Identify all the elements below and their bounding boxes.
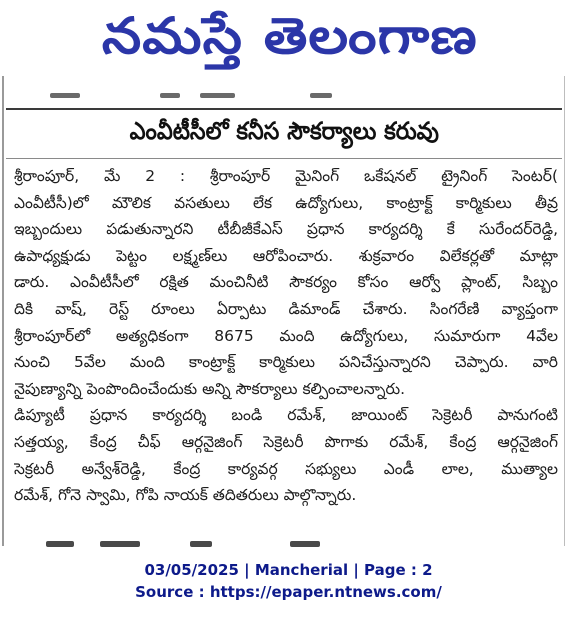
headline-box	[6, 108, 562, 159]
article-headline: ఎంవీటీసీలో కనీస సౌకర్యాలు కరువు	[129, 117, 439, 145]
article-line: సెక్రటరీ అన్వేశ్‌రెడ్డి, కేంద్ర కార్యవర్గ సభ్యులు ఎండీ లాల, ముత్యాల	[14, 459, 558, 478]
article-line: దికి వాష్, రెస్ట్ రూంలు ఏర్పాటు డిమాండ్ చేశారు. సింగరేణి వ్యాప్తంగా	[14, 299, 558, 318]
clipping-right-edge	[564, 76, 565, 546]
article-line: ఎంవీటీసీ)లో మౌలిక వసతులు లేక ఉద్యోగులు, కాంట్రాక్ట్ కార్మికులు తీవ్ర	[14, 193, 558, 212]
cut-text-fragment-top	[40, 93, 340, 101]
edition-info: 03/05/2025 | Mancherial | Page : 2	[144, 561, 433, 579]
article-line: నుంచి 5వేల మంది కాంట్రాక్ట్ కార్మికులు పనిచేస్తున్నారని చెప్పారు. వారి	[14, 353, 558, 372]
article-line: శ్రీరాంపూర్‌లో అత్యధికంగా 8675 మంది ఉద్యోగులు, సుమారుగా 4వేల	[14, 326, 558, 345]
article-line: నైపుణ్యాన్ని పెంపొందించేందుకు అన్ని సౌకర్యాలు కల్పించాలన్నారు.	[14, 379, 406, 398]
article-line: శ్రీరాంపూర్, మే 2 : శ్రీరాంపూర్ మైనింగ్ ఒకేషనల్ ట్రైనింగ్ సెంటర్(	[14, 167, 558, 185]
article-body	[14, 163, 558, 509]
article-line: డారు. ఎంవీటీసీలో రక్షిత మంచినీటి సౌకర్యం కోసం ఆర్వో ప్లాంట్, సిబ్బం	[14, 273, 558, 292]
newspaper-masthead	[60, 2, 520, 70]
clipping-footer	[0, 559, 577, 603]
clipping-left-edge	[2, 76, 4, 546]
cut-text-fragment-bottom	[40, 539, 340, 547]
article-line: రమేశ్, గోనె స్వామి, గోపి నాయక్ తదితరులు పాల్గొన్నారు.	[14, 486, 357, 505]
article-line: ఉపాధ్యక్షుడు పెట్టం లక్ష్మణ్‌లు ఆరోపించారు. శుక్రవారం విలేకర్లతో మాట్లా	[14, 246, 558, 265]
article-line: ఇబ్బందులు పడుతున్నారని టీబీజీకేఎస్ ప్రధాన కార్యదర్శి కే సురేందర్‌రెడ్డి,	[14, 220, 558, 239]
source-link: Source : https://epaper.ntnews.com/	[135, 583, 442, 601]
article-line: డిప్యూటీ ప్రధాన కార్యదర్శి బండి రమేశ్, జాయింట్ సెక్రెటరీ పానుగంటి	[14, 406, 558, 425]
masthead-title: నమస్తే తెలంగాణ	[102, 7, 478, 65]
article-line: సత్తయ్య, కేంద్ర చీఫ్ ఆర్గనైజింగ్ సెక్రెటరీ పొగాకు రమేశ్, కేంద్ర ఆర్గనైజింగ్	[14, 432, 558, 451]
